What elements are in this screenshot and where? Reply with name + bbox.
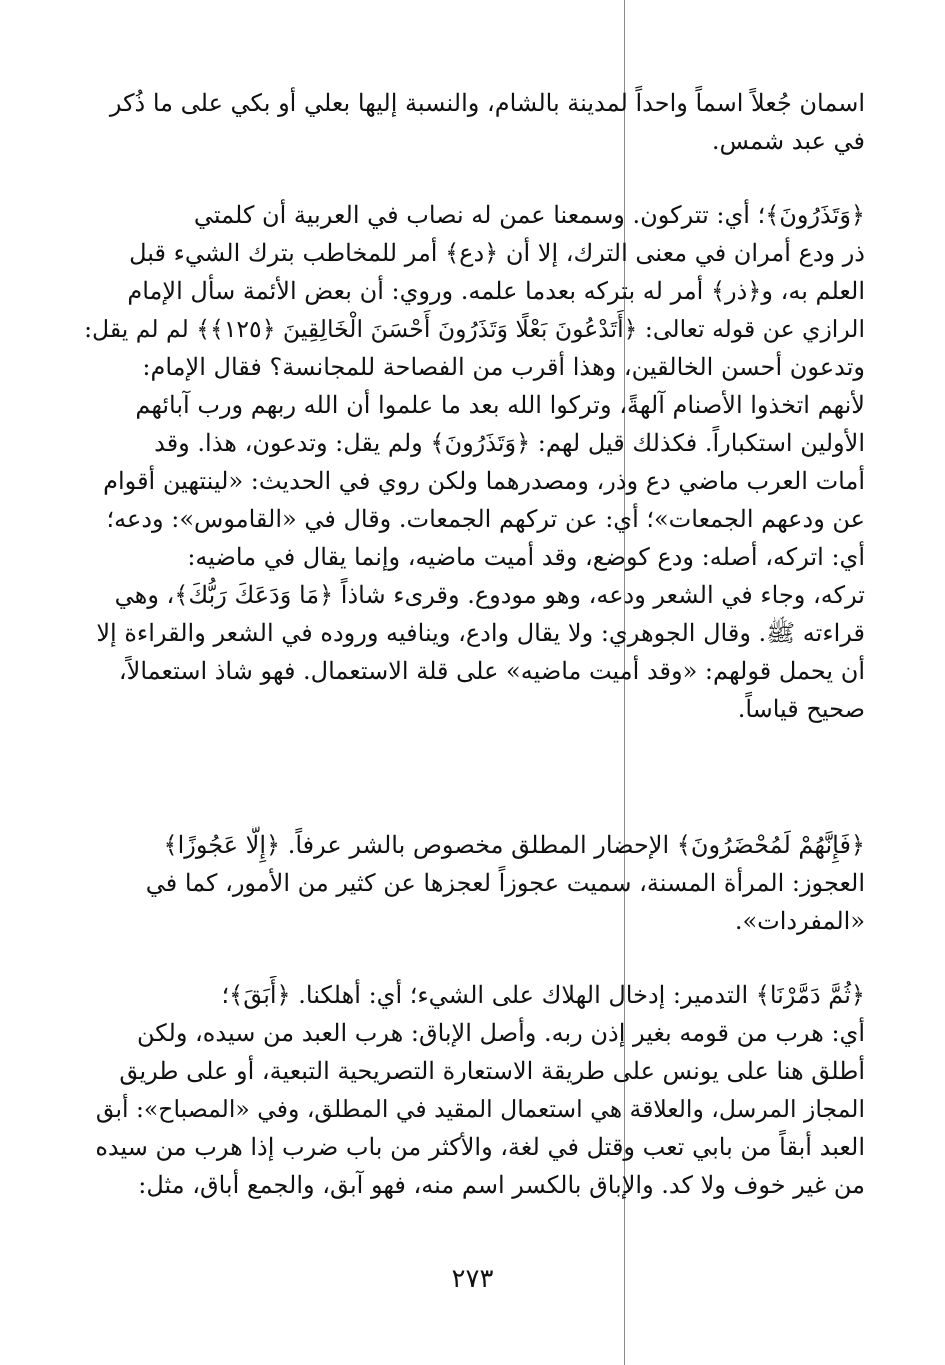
text-line: من غير خوف ولا كد. والإباق بالكسر اسم منه، فهو آبق، والجمع أباق، مثل: [138,1171,865,1199]
page-number: ٢٧٣ [451,1264,494,1294]
text-line: ﴿وَتَذَرُونَ﴾؛ أي: تتركون. وسمعنا عمن له نصاب في العربية أن كلمتي [193,201,865,229]
text-line: صحيح قياساً. [737,695,865,723]
text-line: وتدعون أحسن الخالقين، وهذا أقرب من الفصاحة للمجانسة؟ فقال الإمام: [142,353,865,381]
text-line: عن ودعهم الجمعات»؛ أي: عن تركهم الجمعات. وقال في «القاموس»: ودعه؛ [106,505,865,533]
text-line: ﴿فَإِنَّهُمْ لَمُحْضَرُونَ﴾ الإحضار المطلق مخصوص بالشر عرفاً. ﴿إِلَّا عَجُوزًا﴾ [163,831,865,859]
paragraph-4 [80,976,865,1204]
text-line: ذر ودع أمران في معنى الترك، إلا أن ﴿دع﴾ أمر للمخاطب بترك الشيء قبل [129,239,865,267]
text-line: العجوز: المرأة المسنة، سميت عجوزاً لعجزها عن كثير من الأمور، كما في [145,869,865,897]
text-line: الأولين استكباراً. فكذلك قيل لهم: ﴿وَتَذَرُونَ﴾ ولم يقل: وتدعون، هذا. وقد [154,429,865,457]
paragraph-2 [80,196,865,728]
text-line: تركه، وجاء في الشعر ودعه، وهو مودوع. وقرىء شاذاً ﴿مَا وَدَعَكَ رَبُّكَ﴾، وهي [114,581,865,609]
text-line: قراءته ﷺ. وقال الجوهري: ولا يقال وادع، وينافيه وروده في الشعر والقراءة إلا [96,619,865,647]
text-line: لأنهم اتخذوا الأصنام آلهةً، وتركوا الله بعد ما علموا أن الله ربهم ورب آبائهم [135,391,865,419]
text-line: أي: هرب من قومه بغير إذن ربه. وأصل الإباق: هرب العبد من سيده، ولكن [137,1019,865,1047]
text-line: اسمان جُعلاً اسماً واحداً لمدينة بالشام، والنسبة إليها بعلي أو بكي على ما ذُكر [109,89,865,117]
text-line: العبد أبقاً من بابي تعب وقتل في لغة، والأكثر من باب ضرب إذا هرب من سيده [95,1133,865,1161]
text-line: «المفردات». [734,907,865,935]
paragraph-3 [80,826,865,940]
text-line: أي: اتركه، أصله: ودع كوضع، وقد أميت ماضيه، وإنما يقال في ماضيه: [187,543,865,571]
text-line: العلم به، و﴿ذر﴾ أمر له بتركه بعدما علمه. وروي: أن بعض الأئمة سأل الإمام [127,277,865,305]
text-line: أن يحمل قولهم: «وقد أميت ماضيه» على قلة الاستعمال. فهو شاذ استعمالاً، [118,657,865,685]
text-line: في عبد شمس. [711,127,865,155]
text-line: أمات العرب ماضي دع وذر، ومصدرهما ولكن روي في الحديث: «لينتهين أقوام [103,467,865,495]
text-line: أطلق هنا على يونس على طريقة الاستعارة التصريحية التبعية، أو على طريق [119,1057,865,1085]
text-line: الرازي عن قوله تعالى: ﴿أَتَدْعُونَ بَعْلًا وَتَذَرُونَ أَحْسَنَ الْخَالِقِينَ ﴿١٢٥﴾﴾ لم لم يقل: [84,315,865,343]
text-line: ﴿ثُمَّ دَمَّرْنَا﴾ التدمير: إدخال الهلاك على الشيء؛ أي: أهلكنا. ﴿أَبَقَ﴾؛ [221,981,865,1009]
paragraph-1 [80,84,865,160]
text-line: المجاز المرسل، والعلاقة هي استعمال المقيد في المطلق، وفي «المصباح»: أبق [95,1095,865,1123]
